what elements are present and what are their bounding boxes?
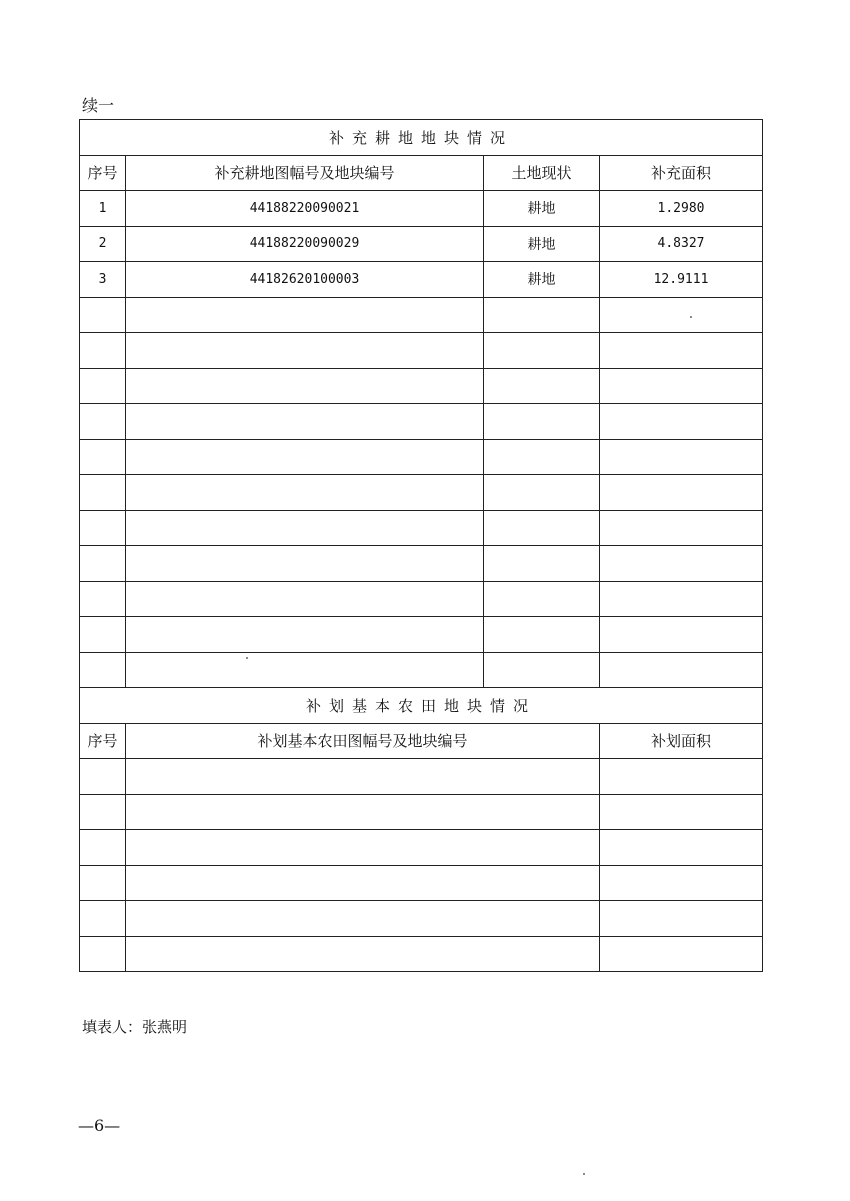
row-number-cell bbox=[80, 652, 126, 688]
supplement-area-cell bbox=[600, 333, 763, 369]
row-number-cell bbox=[80, 759, 126, 795]
land-status-cell bbox=[484, 475, 600, 511]
parcel-code-cell bbox=[126, 546, 484, 582]
parcel-code-cell bbox=[126, 439, 484, 475]
row-number-cell bbox=[80, 297, 126, 333]
land-status-cell bbox=[484, 510, 600, 546]
row-number-cell bbox=[80, 546, 126, 582]
parcel-code-cell bbox=[126, 901, 600, 937]
supplement-no-header: 序号 bbox=[80, 155, 126, 191]
supplement-area-cell bbox=[600, 581, 763, 617]
land-status-cell: 耕地 bbox=[484, 262, 600, 298]
farmland-area-header: 补划面积 bbox=[600, 723, 763, 759]
farmland-header-row bbox=[80, 723, 763, 759]
land-status-cell bbox=[484, 581, 600, 617]
farmland-section-title-row bbox=[80, 688, 763, 724]
land-status-cell bbox=[484, 652, 600, 688]
row-number-cell bbox=[80, 794, 126, 830]
land-status-cell: 耕地 bbox=[484, 191, 600, 227]
row-number-cell bbox=[80, 333, 126, 369]
supplement-table-row bbox=[80, 226, 763, 262]
parcel-code-cell bbox=[126, 652, 484, 688]
land-parcel-table-body bbox=[80, 120, 763, 972]
parcel-code-cell: 44182620100003 bbox=[126, 262, 484, 298]
parcel-code-cell bbox=[126, 617, 484, 653]
supplement-table-row bbox=[80, 333, 763, 369]
parcel-code-cell bbox=[126, 510, 484, 546]
parcel-code-cell bbox=[126, 333, 484, 369]
supplement-status-header: 土地现状 bbox=[484, 155, 600, 191]
supplement-table-row bbox=[80, 581, 763, 617]
row-number-cell bbox=[80, 475, 126, 511]
supplement-table-row bbox=[80, 510, 763, 546]
parcel-code-cell bbox=[126, 794, 600, 830]
row-number-cell: 3 bbox=[80, 262, 126, 298]
farmland-table-row bbox=[80, 794, 763, 830]
parcel-code-cell bbox=[126, 759, 600, 795]
land-status-cell: 耕地 bbox=[484, 226, 600, 262]
supplement-area-cell bbox=[600, 368, 763, 404]
supplement-table-row bbox=[80, 191, 763, 227]
land-status-cell bbox=[484, 297, 600, 333]
farmland-table-row bbox=[80, 759, 763, 795]
supplement-area-cell bbox=[600, 510, 763, 546]
supplement-area-cell bbox=[600, 475, 763, 511]
supplement-area-cell bbox=[600, 617, 763, 653]
row-number-cell: 2 bbox=[80, 226, 126, 262]
farmland-area-cell bbox=[600, 865, 763, 901]
farmland-code-header: 补划基本农田图幅号及地块编号 bbox=[126, 723, 600, 759]
farmland-area-cell bbox=[600, 794, 763, 830]
land-status-cell bbox=[484, 404, 600, 440]
scan-speck bbox=[690, 316, 692, 318]
supplement-table-row bbox=[80, 439, 763, 475]
row-number-cell: 1 bbox=[80, 191, 126, 227]
supplement-table-row bbox=[80, 297, 763, 333]
farmland-area-cell bbox=[600, 759, 763, 795]
supplement-area-cell: 12.9111 bbox=[600, 262, 763, 298]
supplement-area-cell: 1.2980 bbox=[600, 191, 763, 227]
farmland-section-title: 补划基本农田地块情况 bbox=[80, 688, 763, 724]
farmland-area-cell bbox=[600, 830, 763, 866]
supplement-area-cell bbox=[600, 652, 763, 688]
row-number-cell bbox=[80, 581, 126, 617]
row-number-cell bbox=[80, 865, 126, 901]
parcel-code-cell bbox=[126, 865, 600, 901]
parcel-code-cell: 44188220090021 bbox=[126, 191, 484, 227]
land-status-cell bbox=[484, 333, 600, 369]
supplement-table-row bbox=[80, 262, 763, 298]
row-number-cell bbox=[80, 510, 126, 546]
supplement-table-row bbox=[80, 652, 763, 688]
supplement-area-cell: 4.8327 bbox=[600, 226, 763, 262]
supplement-code-header: 补充耕地图幅号及地块编号 bbox=[126, 155, 484, 191]
land-parcel-table bbox=[79, 119, 763, 972]
continuation-label: 续一 bbox=[82, 96, 115, 115]
row-number-cell bbox=[80, 830, 126, 866]
supplement-table-row bbox=[80, 404, 763, 440]
row-number-cell bbox=[80, 901, 126, 937]
parcel-code-cell bbox=[126, 936, 600, 972]
supplement-section-title-row bbox=[80, 120, 763, 156]
supplement-area-cell bbox=[600, 297, 763, 333]
farmland-table-row bbox=[80, 901, 763, 937]
supplement-table-row bbox=[80, 617, 763, 653]
supplement-area-cell bbox=[600, 404, 763, 440]
land-status-cell bbox=[484, 439, 600, 475]
scan-speck bbox=[583, 1173, 585, 1175]
supplement-table-row bbox=[80, 546, 763, 582]
scan-speck bbox=[246, 657, 248, 659]
row-number-cell bbox=[80, 439, 126, 475]
land-status-cell bbox=[484, 617, 600, 653]
supplement-section-title: 补充耕地地块情况 bbox=[80, 120, 763, 156]
farmland-area-cell bbox=[600, 936, 763, 972]
page-number: —6— bbox=[78, 1116, 121, 1135]
form-filler: 填表人：张燕明 bbox=[82, 1018, 188, 1036]
parcel-code-cell: 44188220090029 bbox=[126, 226, 484, 262]
row-number-cell bbox=[80, 404, 126, 440]
supplement-header-row bbox=[80, 155, 763, 191]
parcel-code-cell bbox=[126, 404, 484, 440]
row-number-cell bbox=[80, 368, 126, 404]
farmland-table-row bbox=[80, 830, 763, 866]
farmland-table-row bbox=[80, 936, 763, 972]
parcel-code-cell bbox=[126, 581, 484, 617]
land-status-cell bbox=[484, 546, 600, 582]
supplement-table-row bbox=[80, 368, 763, 404]
supplement-area-cell bbox=[600, 439, 763, 475]
land-status-cell bbox=[484, 368, 600, 404]
farmland-no-header: 序号 bbox=[80, 723, 126, 759]
parcel-code-cell bbox=[126, 368, 484, 404]
farmland-area-cell bbox=[600, 901, 763, 937]
row-number-cell bbox=[80, 617, 126, 653]
supplement-table-row bbox=[80, 475, 763, 511]
parcel-code-cell bbox=[126, 830, 600, 866]
supplement-area-cell bbox=[600, 546, 763, 582]
farmland-table-row bbox=[80, 865, 763, 901]
parcel-code-cell bbox=[126, 297, 484, 333]
supplement-area-header: 补充面积 bbox=[600, 155, 763, 191]
parcel-code-cell bbox=[126, 475, 484, 511]
row-number-cell bbox=[80, 936, 126, 972]
